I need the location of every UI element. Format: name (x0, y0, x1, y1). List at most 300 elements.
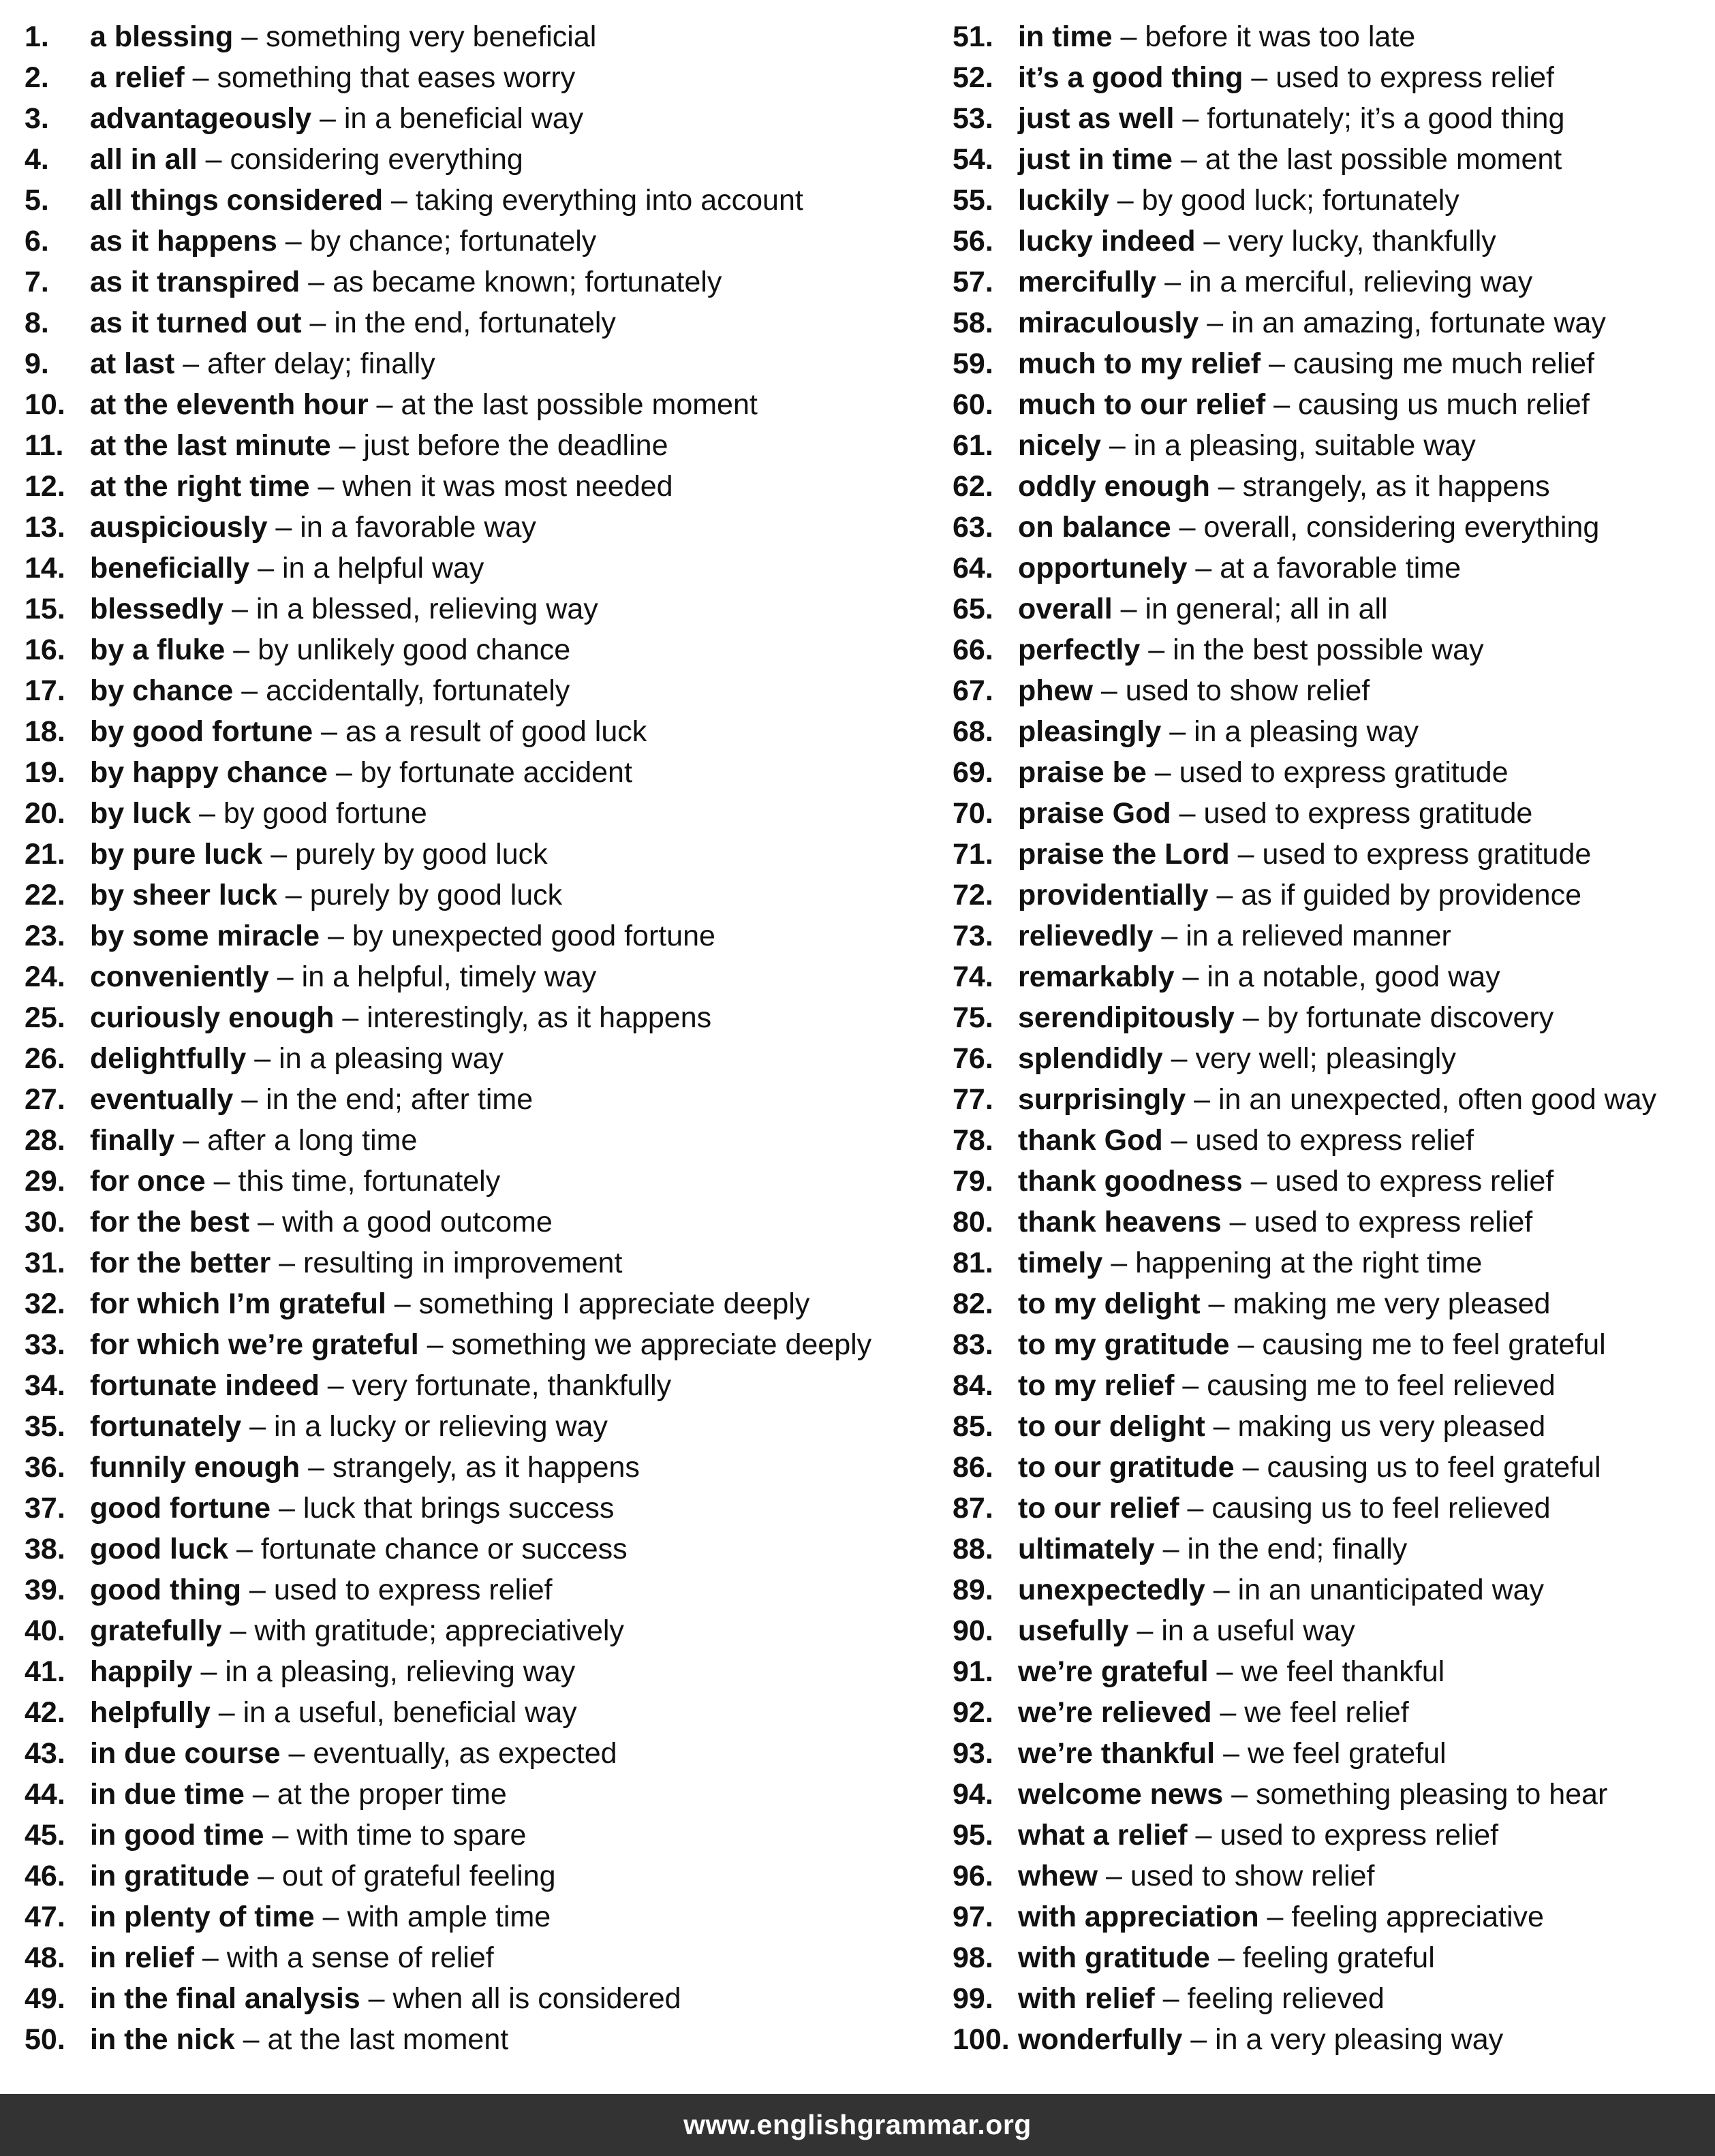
item-number: 32. (25, 1287, 65, 1320)
item-term: we’re relieved (1018, 1696, 1212, 1729)
dash-separator: – (1172, 143, 1205, 176)
list-item (953, 1774, 1705, 1815)
dash-separator: – (1261, 347, 1293, 380)
dash-separator: – (1146, 756, 1179, 789)
item-definition: in a very pleasing way (1215, 2023, 1504, 2056)
item-number: 51. (953, 20, 993, 53)
dash-separator: – (368, 388, 401, 421)
dash-separator: – (1112, 593, 1145, 625)
list-item (25, 1283, 924, 1324)
item-term: with gratitude (1018, 1941, 1210, 1974)
dash-separator: – (1258, 1901, 1292, 1933)
item-term: to our relief (1018, 1492, 1179, 1525)
item-definition: out of grateful feeling (281, 1860, 556, 1892)
item-number: 94. (953, 1778, 993, 1811)
item-definition: interestingly, as it happens (367, 1001, 712, 1034)
item-term: remarkably (1018, 960, 1175, 993)
item-definition: strangely, as it happens (332, 1451, 640, 1484)
item-term: opportunely (1018, 552, 1188, 584)
dash-separator: – (244, 1778, 277, 1811)
item-term: luckily (1018, 184, 1109, 217)
item-number: 78. (953, 1124, 993, 1157)
item-number: 24. (25, 960, 65, 993)
item-term: ultimately (1018, 1533, 1155, 1565)
item-definition: causing us much relief (1297, 388, 1590, 421)
item-definition: in the end, fortunately (334, 307, 616, 339)
list-item (25, 793, 924, 834)
item-definition: in a merciful, relieving way (1188, 266, 1533, 298)
item-term: all in all (90, 143, 198, 176)
item-definition: making us very pleased (1237, 1410, 1546, 1443)
item-definition: in a beneficial way (343, 102, 584, 135)
dash-separator: – (1229, 1328, 1263, 1361)
item-definition: resulting in improvement (303, 1247, 623, 1279)
item-term: much to our relief (1018, 388, 1266, 421)
dash-separator: – (1208, 1655, 1241, 1688)
item-term: a blessing (90, 20, 234, 53)
dash-separator: – (1234, 1451, 1267, 1484)
item-term: auspiciously (90, 511, 268, 544)
item-number: 17. (25, 674, 65, 707)
item-number: 7. (25, 266, 49, 298)
item-number: 53. (953, 102, 993, 135)
list-item (25, 1161, 924, 1202)
item-term: thank heavens (1018, 1206, 1222, 1238)
item-definition: we feel thankful (1241, 1655, 1445, 1688)
list-item (25, 384, 924, 425)
item-term: helpfully (90, 1696, 211, 1729)
list-item (953, 1243, 1705, 1283)
item-definition: in a blessed, relieving way (256, 593, 598, 625)
dash-separator: – (271, 1247, 303, 1279)
list-item (953, 507, 1705, 548)
item-term: at the eleventh hour (90, 388, 369, 421)
item-definition: eventually, as expected (313, 1737, 617, 1770)
item-term: usefully (1018, 1614, 1129, 1647)
item-definition: purely by good luck (295, 838, 548, 871)
item-number: 86. (953, 1451, 993, 1484)
footer-url: www.englishgrammar.org (683, 2109, 1032, 2140)
item-term: by luck (90, 797, 191, 830)
item-number: 31. (25, 1247, 65, 1279)
item-term: praise be (1018, 756, 1147, 789)
item-term: just in time (1018, 143, 1173, 176)
list-item (953, 1406, 1705, 1447)
item-number: 13. (25, 511, 65, 544)
item-term: wonderfully (1018, 2023, 1183, 2056)
item-definition: by chance; fortunately (309, 225, 597, 257)
list-item (953, 1324, 1705, 1365)
item-term: for which we’re grateful (90, 1328, 419, 1361)
item-definition: causing me to feel grateful (1262, 1328, 1606, 1361)
item-term: serendipitously (1018, 1001, 1235, 1034)
item-number: 46. (25, 1860, 65, 1892)
item-term: splendidly (1018, 1042, 1163, 1075)
item-number: 52. (953, 61, 993, 94)
dash-separator: – (1098, 1860, 1130, 1892)
item-definition: considering everything (230, 143, 523, 176)
dash-separator: – (1109, 184, 1142, 217)
list-item (25, 956, 924, 997)
list-item (953, 1815, 1705, 1856)
item-definition: as if guided by providence (1241, 879, 1581, 911)
list-item (953, 1529, 1705, 1569)
item-number: 83. (953, 1328, 993, 1361)
dash-separator: – (1195, 225, 1229, 257)
item-term: a relief (90, 61, 185, 94)
item-definition: in the end; after time (266, 1083, 534, 1116)
item-number: 47. (25, 1901, 65, 1933)
dash-separator: – (1234, 1001, 1267, 1034)
dash-separator: – (246, 1042, 279, 1075)
item-definition: in a notable, good way (1207, 960, 1500, 993)
list-item (953, 793, 1705, 834)
item-definition: feeling grateful (1242, 1941, 1435, 1974)
item-definition: in a pleasing way (279, 1042, 504, 1075)
dash-separator: – (1186, 1083, 1218, 1116)
item-definition: with ample time (347, 1901, 551, 1933)
list-item (953, 1488, 1705, 1529)
dash-separator: – (313, 715, 346, 748)
list-item (953, 1610, 1705, 1651)
dash-separator: – (1140, 634, 1173, 666)
dash-separator: – (1199, 307, 1232, 339)
dash-separator: – (1174, 102, 1207, 135)
item-number: 37. (25, 1492, 65, 1525)
dash-separator: – (1162, 1124, 1196, 1157)
dash-separator: – (1205, 1574, 1238, 1606)
list-item (25, 1774, 924, 1815)
item-number: 84. (953, 1369, 993, 1402)
list-item (25, 302, 924, 343)
dash-separator: – (234, 2023, 268, 2056)
dash-separator: – (1182, 2023, 1216, 2056)
list-item (25, 670, 924, 711)
list-item (25, 2019, 924, 2060)
item-term: in the nick (90, 2023, 235, 2056)
item-term: beneficially (90, 552, 250, 584)
item-term: funnily enough (90, 1451, 300, 1484)
item-term: we’re grateful (1018, 1655, 1209, 1688)
item-term: for which I’m grateful (90, 1287, 386, 1320)
dash-separator: – (1221, 1206, 1254, 1238)
item-definition: at a favorable time (1220, 552, 1461, 584)
item-term: lucky indeed (1018, 225, 1196, 257)
dash-separator: – (221, 1614, 255, 1647)
list-item (953, 262, 1705, 302)
item-definition: accidentally, fortunately (266, 674, 570, 707)
item-number: 72. (953, 879, 993, 911)
dash-separator: – (383, 184, 416, 217)
list-item (953, 1161, 1705, 1202)
list-item (25, 548, 924, 589)
item-definition: when it was most needed (342, 470, 673, 503)
list-item (953, 221, 1705, 262)
item-term: blessedly (90, 593, 223, 625)
item-term: just as well (1018, 102, 1175, 135)
dash-separator: – (241, 1574, 274, 1606)
item-term: at last (90, 347, 175, 380)
item-number: 11. (25, 429, 64, 462)
item-definition: used to express relief (273, 1574, 553, 1606)
item-number: 73. (953, 920, 993, 952)
dash-separator: – (191, 797, 223, 830)
item-number: 90. (953, 1614, 993, 1647)
item-number: 34. (25, 1369, 65, 1402)
item-definition: making me very pleased (1233, 1287, 1551, 1320)
dash-separator: – (184, 61, 217, 94)
dash-separator: – (327, 756, 360, 789)
item-number: 89. (953, 1574, 993, 1606)
list-item (25, 1896, 924, 1937)
dash-separator: – (334, 1001, 367, 1034)
item-term: to my relief (1018, 1369, 1175, 1402)
item-term: in good time (90, 1819, 264, 1852)
item-term: good thing (90, 1574, 242, 1606)
item-number: 18. (25, 715, 65, 748)
item-number: 81. (953, 1247, 993, 1279)
list-item (953, 589, 1705, 629)
item-number: 43. (25, 1737, 65, 1770)
list-item (25, 752, 924, 793)
dash-separator: – (1174, 1369, 1207, 1402)
item-number: 12. (25, 470, 65, 503)
dash-separator: – (197, 143, 230, 176)
item-number: 99. (953, 1982, 993, 2015)
item-number: 8. (25, 307, 49, 339)
list-item (25, 997, 924, 1038)
item-number: 4. (25, 143, 49, 176)
item-number: 30. (25, 1206, 65, 1238)
item-definition: fortunate chance or success (260, 1533, 628, 1565)
item-term: for once (90, 1165, 206, 1198)
item-number: 95. (953, 1819, 993, 1852)
list-item (25, 1120, 924, 1161)
item-definition: as a result of good luck (345, 715, 647, 748)
dash-separator: – (1265, 388, 1298, 421)
dash-separator: – (311, 102, 344, 135)
item-definition: in an unanticipated way (1237, 1574, 1545, 1606)
list-item (25, 1937, 924, 1978)
item-definition: in an unexpected, often good way (1218, 1083, 1657, 1116)
dash-separator: – (1100, 429, 1134, 462)
item-number: 66. (953, 634, 993, 666)
item-definition: in a helpful, timely way (301, 960, 597, 993)
item-term: timely (1018, 1247, 1103, 1279)
list-item (25, 139, 924, 180)
list-item (953, 180, 1705, 221)
item-number: 85. (953, 1410, 993, 1443)
item-number: 14. (25, 552, 65, 584)
item-definition: by good fortune (223, 797, 427, 830)
item-number: 57. (953, 266, 993, 298)
item-number: 68. (953, 715, 993, 748)
item-term: in the final analysis (90, 1982, 360, 2015)
item-definition: in the end; finally (1187, 1533, 1408, 1565)
list-item (953, 1733, 1705, 1774)
item-number: 62. (953, 470, 993, 503)
item-definition: happening at the right time (1135, 1247, 1483, 1279)
item-definition: by unexpected good fortune (352, 920, 715, 952)
list-item (25, 875, 924, 916)
item-definition: in an amazing, fortunate way (1231, 307, 1606, 339)
item-number: 50. (25, 2023, 65, 2056)
dash-separator: – (1092, 674, 1126, 707)
list-item (953, 16, 1705, 57)
item-number: 88. (953, 1533, 993, 1565)
list-item (953, 875, 1705, 916)
list-item (953, 670, 1705, 711)
list-item (953, 343, 1705, 384)
dash-separator: – (1174, 960, 1207, 993)
item-term: by some miracle (90, 920, 320, 952)
list-item (953, 1569, 1705, 1610)
list-item (953, 1038, 1705, 1079)
list-item (25, 834, 924, 875)
dash-separator: – (1243, 61, 1276, 94)
list-item (25, 16, 924, 57)
dash-separator: – (249, 552, 283, 584)
dash-separator: – (1179, 1492, 1212, 1525)
item-term: in time (1018, 20, 1113, 53)
left-column-list (25, 16, 924, 2060)
list-item (25, 711, 924, 752)
item-definition: causing us to feel relieved (1211, 1492, 1551, 1525)
dash-separator: – (1205, 1410, 1238, 1443)
item-number: 29. (25, 1165, 65, 1198)
item-definition: strangely, as it happens (1242, 470, 1550, 503)
item-number: 40. (25, 1614, 65, 1647)
item-definition: used to express gratitude (1179, 756, 1509, 789)
dash-separator: – (1211, 1696, 1245, 1729)
list-item (953, 466, 1705, 507)
list-item (25, 343, 924, 384)
list-item (25, 262, 924, 302)
item-number: 36. (25, 1451, 65, 1484)
list-item (953, 1283, 1705, 1324)
item-term: by a fluke (90, 634, 226, 666)
list-item (25, 1243, 924, 1283)
list-item (953, 711, 1705, 752)
item-definition: feeling appreciative (1291, 1901, 1544, 1933)
item-term: curiously enough (90, 1001, 335, 1034)
item-definition: in a pleasing, relieving way (225, 1655, 576, 1688)
list-item (953, 916, 1705, 956)
footer-bar (0, 2094, 1715, 2156)
dash-separator: – (1128, 1614, 1162, 1647)
dash-separator: – (1242, 1165, 1276, 1198)
item-definition: by unlikely good chance (258, 634, 571, 666)
item-term: welcome news (1018, 1778, 1224, 1811)
item-definition: in a lucky or relieving way (274, 1410, 608, 1443)
list-item (953, 548, 1705, 589)
dash-separator: – (264, 1819, 297, 1852)
item-number: 48. (25, 1941, 65, 1974)
item-term: as it turned out (90, 307, 302, 339)
item-number: 69. (953, 756, 993, 789)
item-term: praise the Lord (1018, 838, 1230, 871)
list-item (953, 1856, 1705, 1896)
item-term: mercifully (1018, 266, 1157, 298)
list-item (25, 507, 924, 548)
item-definition: luck that brings success (303, 1492, 615, 1525)
list-item (25, 1324, 924, 1365)
list-item (25, 916, 924, 956)
list-item (25, 1529, 924, 1569)
item-definition: in the best possible way (1173, 634, 1484, 666)
item-number: 26. (25, 1042, 65, 1075)
item-definition: used to show relief (1130, 1860, 1375, 1892)
item-number: 54. (953, 143, 993, 176)
item-term: delightfully (90, 1042, 247, 1075)
dash-separator: – (1209, 470, 1243, 503)
dash-separator: – (1153, 920, 1186, 952)
list-item (953, 752, 1705, 793)
list-item (25, 589, 924, 629)
item-definition: this time, fortunately (238, 1165, 501, 1198)
list-item (25, 1978, 924, 2019)
item-term: on balance (1018, 511, 1171, 544)
dash-separator: – (268, 960, 302, 993)
dash-separator: – (1112, 20, 1145, 53)
dash-separator: – (314, 1901, 347, 1933)
item-number: 22. (25, 879, 65, 911)
list-item (953, 302, 1705, 343)
item-term: relievedly (1018, 920, 1154, 952)
dash-separator: – (386, 1287, 419, 1320)
dash-separator: – (280, 1737, 313, 1770)
item-term: all things considered (90, 184, 384, 217)
item-definition: used to express relief (1276, 61, 1554, 94)
item-number: 67. (953, 674, 993, 707)
item-term: for the best (90, 1206, 250, 1238)
dash-separator: – (320, 920, 352, 952)
dash-separator: – (262, 838, 296, 871)
list-item (25, 1856, 924, 1896)
item-number: 98. (953, 1941, 993, 1974)
item-number: 74. (953, 960, 993, 993)
item-number: 41. (25, 1655, 65, 1688)
list-item (953, 139, 1705, 180)
item-number: 16. (25, 634, 65, 666)
item-number: 56. (953, 225, 993, 257)
item-definition: at the last possible moment (401, 388, 758, 421)
item-term: it’s a good thing (1018, 61, 1243, 94)
dash-separator: – (1215, 1737, 1248, 1770)
dash-separator: – (228, 1533, 261, 1565)
list-item (953, 1079, 1705, 1120)
item-term: finally (90, 1124, 175, 1157)
dash-separator: – (267, 511, 300, 544)
item-number: 63. (953, 511, 993, 544)
item-definition: with gratitude; appreciatively (254, 1614, 624, 1647)
dash-separator: – (1223, 1778, 1256, 1811)
item-term: perfectly (1018, 634, 1141, 666)
dash-separator: – (301, 307, 335, 339)
dash-separator: – (174, 347, 208, 380)
dash-separator: – (271, 1492, 303, 1525)
item-term: advantageously (90, 102, 311, 135)
item-term: at the last minute (90, 429, 331, 462)
dash-separator: – (223, 593, 256, 625)
list-item (953, 997, 1705, 1038)
item-definition: by fortunate accident (360, 756, 632, 789)
list-item (25, 1488, 924, 1529)
item-term: by pure luck (90, 838, 263, 871)
item-definition: in a pleasing way (1194, 715, 1419, 748)
dash-separator: – (1162, 1042, 1196, 1075)
item-number: 60. (953, 388, 993, 421)
